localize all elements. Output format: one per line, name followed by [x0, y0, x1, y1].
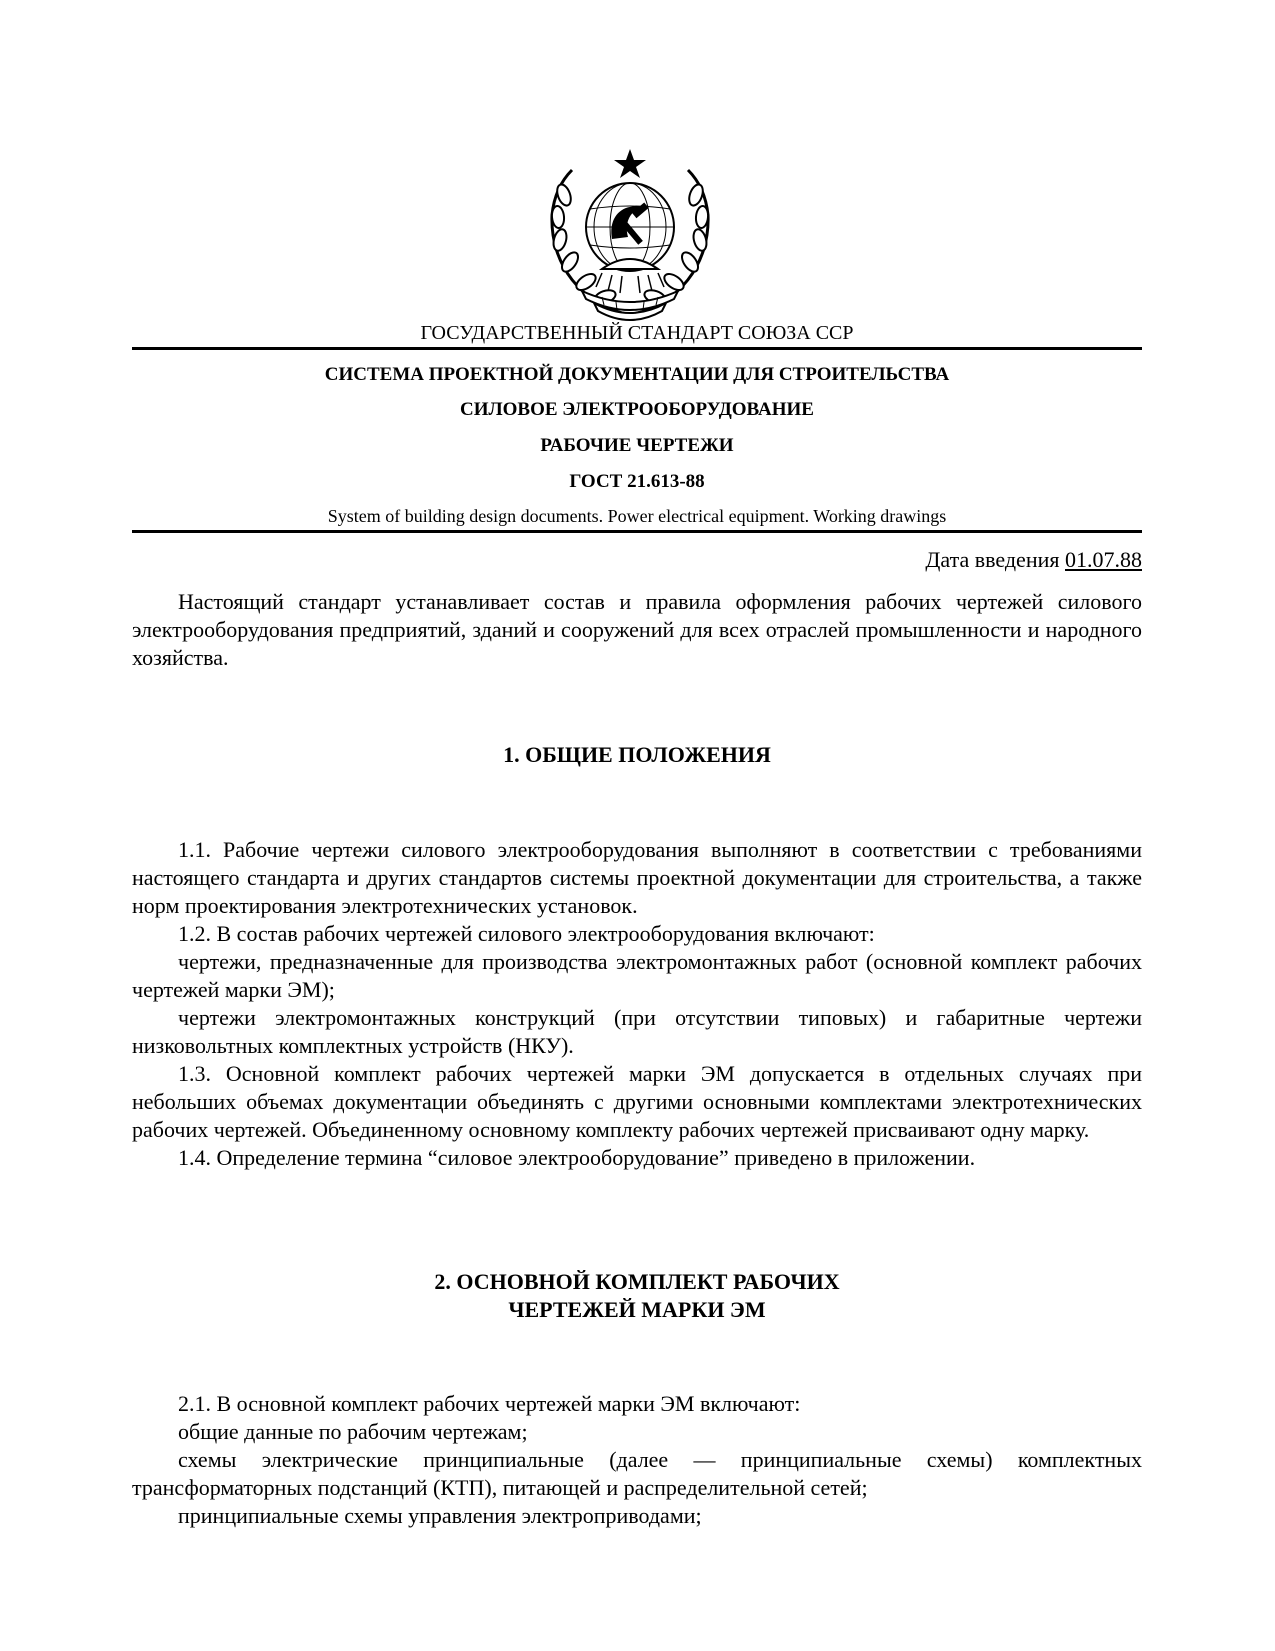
header-bottom-rule: [132, 530, 1142, 533]
gost-number: ГОСТ 21.613-88: [569, 471, 705, 492]
document-series-title: СИСТЕМА ПРОЕКТНОЙ ДОКУМЕНТАЦИИ ДЛЯ СТРОИТЕЛЬСТВА: [324, 364, 950, 385]
preamble: [132, 588, 1142, 672]
introduction-date-label: Дата введения: [925, 547, 1060, 572]
preamble-paragraph: Настоящий стандарт устанавливает состав и правила оформления рабочих чертежей силового электрооборудования предприятий, зданий и сооружений для всех отраслей промышленности и народного хозяйства.: [132, 589, 1142, 670]
paragraph-1-4: 1.4. Определение термина “силовое электрооборудование” приведено в приложении.: [178, 1145, 976, 1170]
english-title: System of building design documents. Power electrical equipment. Working drawings: [327, 506, 947, 526]
section-2-heading-line: 2. ОСНОВНОЙ КОМПЛЕКТ РАБОЧИХ: [434, 1269, 840, 1294]
paragraph-2-1: 2.1. В основной комплект рабочих чертежей марки ЭМ включают:: [178, 1391, 801, 1416]
section-2-heading-line: ЧЕРТЕЖЕЙ МАРКИ ЭМ: [508, 1297, 766, 1322]
document-type-title: РАБОЧИЕ ЧЕРТЕЖИ: [540, 435, 734, 456]
introduction-date-value: 01.07.88: [1065, 547, 1142, 572]
paragraph-1-2: 1.2. В состав рабочих чертежей силового электрооборудования включают:: [178, 921, 875, 946]
document-subject-title: СИЛОВОЕ ЭЛЕКТРООБОРУДОВАНИЕ: [460, 399, 814, 420]
list-item: схемы электрические принципиальные (далее — принципиальные схемы) комплектных трансформаторных подстанций (КТП), питающей и распределительной сетей;: [132, 1447, 1142, 1500]
section-1-heading: 1. ОБЩИЕ ПОЛОЖЕНИЯ: [503, 742, 771, 767]
paragraph-1-3: 1.3. Основной комплект рабочих чертежей марки ЭМ допускается в отдельных случаях при небольших объемах документации объединять с другими основными комплектами электротехнических рабочих чертежей. Объединенному основному комплекту рабочих чертежей присваивают одну марку.: [132, 1061, 1142, 1142]
state-standard-caption: ГОСУДАРСТВЕННЫЙ СТАНДАРТ СОЮЗА ССР: [420, 322, 854, 344]
introduction-date: [925, 546, 1142, 574]
section-1-body: [132, 836, 1142, 1172]
document-page: [132, 0, 1142, 1651]
list-item: чертежи, предназначенные для производства электромонтажных работ (основной комплект рабочих чертежей марки ЭМ);: [132, 949, 1142, 1002]
paragraph-1-1: 1.1. Рабочие чертежи силового электрооборудования выполняют в соответствии с требованиями настоящего стандарта и других стандартов системы проектной документации для строительства, а также норм проектирования электротехнических установок.: [132, 837, 1142, 918]
list-item: чертежи электромонтажных конструкций (при отсутствии типовых) и габаритные чертежи низковольтных комплектных устройств (НКУ).: [132, 1005, 1142, 1058]
list-item: общие данные по рабочим чертежам;: [178, 1419, 528, 1444]
header-top-rule: [132, 347, 1142, 350]
list-item: принципиальные схемы управления электроприводами;: [178, 1503, 702, 1528]
section-2-heading: [132, 1268, 1142, 1324]
ussr-state-emblem-icon: [542, 145, 718, 325]
section-2-body: [132, 1390, 1142, 1530]
